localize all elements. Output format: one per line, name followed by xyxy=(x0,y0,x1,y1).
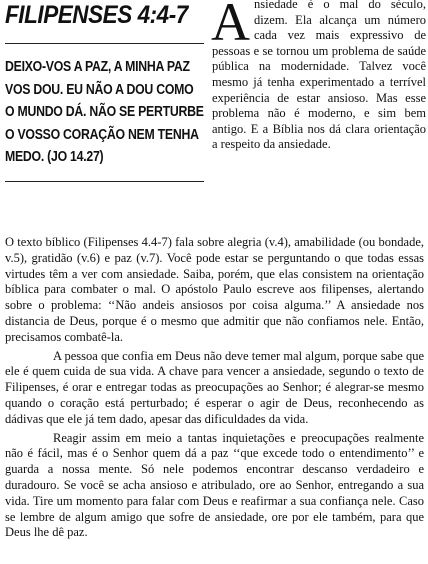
scripture-quote: DEIXO-VOS A PAZ, A MINHA PAZ VOS DOU. EU NÃO A DOU COMO O MUNDO DÁ. NÃO SE PERTURBE O VOSSO CORAÇÃO NEM TENHA MEDO. (JO 14.27) xyxy=(5,59,204,165)
intro-text: nsiedade é o mal do século, dizem. Ela alcança um número cada vez mais expressivo de pessoas e se tornou um problema de saúde pública na modernidade. Talvez você mesmo já tenha experimentado a terrível experiência de estar ansioso. Mas esse problema não é moderno, e sim bem antigo. E a Bíblia nos dá clara orientação a respeito da ansiedade. xyxy=(212,0,426,152)
intro-paragraph xyxy=(212,0,426,153)
divider-top xyxy=(5,43,204,44)
page-title: FILIPENSES 4:4-7 xyxy=(5,1,188,29)
body-paragraph-3: Reagir assim em meio a tantas inquietações e preocupações realmente não é fácil, mas é o Senhor quem dá a paz ‘‘que excede todo o entendimento’’ e guarda a nossa mente. Só nele podemos encontrar descanso verdadeiro e duradouro. Se você se acha ansioso e atribulado, ore ao Senhor, entregando a sua vida. Tire um momento para falar com Deus e reafirmar a sua confiança nele. Caso se lembre de algum amigo que sofre de ansiedade, ore por ele também, para que Deus lhe dê paz. xyxy=(5,430,424,540)
article-body xyxy=(5,235,424,541)
drop-cap: A xyxy=(211,0,250,52)
divider-bottom xyxy=(5,181,204,182)
body-paragraph-2: A pessoa que confia em Deus não deve temer mal algum, porque sabe que ele é quem cuida de sua vida. A chave para vencer a ansiedade, segundo o texto de Filipenses, é orar e entregar todas as preocupações ao Senhor; é alegrar-se mesmo quando o coração está perturbado; é esperar o agir de Deus, reconhecendo as dádivas que ele já tem dado, apesar das dificuldades da vida. xyxy=(5,348,424,426)
body-paragraph-1: O texto bíblico (Filipenses 4.4-7) fala sobre alegria (v.4), amabilidade (ou bondade, v.5), gratidão (v.6) e paz (v.7). Você pode estar se perguntando o que todas essas virtudes têm a ver com ansiedade. Saiba, porém, que elas consistem na orientação bíblica para combater o mal. O apóstolo Paulo escreve aos filipenses, alertando sobre o problema: ‘‘Não andeis ansiosos por coisa alguma.’’ A ansiedade nos distancia de Deus, porque é o mesmo que admitir que não confiamos nele. Então, precisamos combatê-la. xyxy=(5,235,424,344)
header-column xyxy=(5,0,204,182)
